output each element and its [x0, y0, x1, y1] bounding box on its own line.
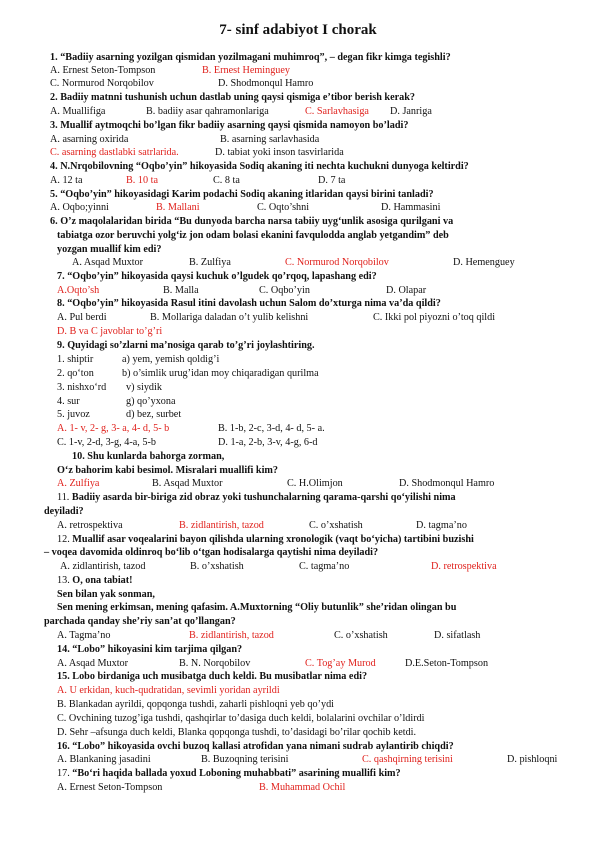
q9-word-3: 3. nishxo‘rd	[57, 382, 107, 393]
question-3: 3. Muallif aytmoqchi bo’lgan fikr badiiy asarning qaysi qismida namoyon bo’ladi?	[50, 120, 409, 131]
q4-option-c: C. 8 ta	[213, 175, 240, 186]
q1-option-a: A. Ernest Seton-Tompson	[50, 65, 156, 76]
q10-option-b: B. Asqad Muxtor	[152, 478, 223, 489]
question-13-line-4: parchada qanday she’riy san’at qo’llangan?	[44, 616, 236, 627]
q10-option-d: D. Shodmonqul Hamro	[399, 478, 495, 489]
q16-option-a: A. Blankaning jasadini	[57, 754, 151, 765]
q8-option-d: D. B va C javoblar to’g’ri	[57, 326, 163, 337]
q13-option-b: B. zidlantirish, tazod	[189, 630, 274, 641]
q1-option-b: B. Ernest Heminguey	[202, 65, 290, 76]
q13-option-d: D. sifatlash	[434, 630, 481, 641]
q17-option-a: A. Ernest Seton-Tompson	[57, 782, 163, 793]
q10-option-c: C. H.Olimjon	[287, 478, 343, 489]
q5-option-a: A. Oqbo;yinni	[50, 202, 109, 213]
q7-option-b: B. Malla	[163, 285, 199, 296]
q6-option-b: B. Zulfiya	[189, 257, 231, 268]
q9-word-5: 5. juvoz	[57, 409, 90, 420]
q9-meaning-3: v) siydik	[126, 382, 162, 393]
question-6-line-3: yozgan muallif kim edi?	[57, 244, 162, 255]
q14-option-c: C. Tog’ay Murod	[305, 658, 376, 669]
question-17: 17. “Bo‘ri haqida ballada yoxud Loboning muhabbati” asarining muallifi kim?	[57, 768, 401, 779]
question-13-line-3: Sen mening erkimsan, mening qafasim. A.Muxtorning “Oliy butunlik” she’ridan olingan bu	[57, 602, 457, 613]
q2-option-d: D. Janriga	[390, 106, 432, 117]
q10-option-a: A. Zulfiya	[57, 478, 100, 489]
question-12-line-1: 12. Muallif asar voqealarini bayon qilishda ularning xronologik (vaqt bo‘yicha) tartibini buzishi	[57, 534, 474, 545]
q16-option-c: C. qashqirning terisini	[362, 754, 453, 765]
q9-word-2: 2. qo‘ton	[57, 368, 94, 379]
q2-option-c: C. Sarlavhasiga	[305, 106, 369, 117]
q9-meaning-5: d) bez, surbet	[126, 409, 182, 420]
q9-word-1: 1. shiptir	[57, 354, 94, 365]
q3-option-a: A. asarning oxirida	[50, 134, 129, 145]
question-10-line-2: O‘z bahorim kabi besimol. Misralari muallifi kim?	[57, 465, 279, 476]
q9-meaning-4: g) qo’yxona	[126, 396, 176, 407]
question-6-line-1: 6. O’z maqolalaridan birida “Bu dunyoda barcha narsa tabiiy uyg‘unlik asosiga qurilgani va	[50, 216, 454, 227]
q12-option-c: C. tagma’no	[299, 561, 350, 572]
q1-option-d: D. Shodmonqul Hamro	[218, 78, 314, 89]
q11-option-b: B. zidlantirish, tazod	[179, 520, 264, 531]
question-13-line-2: Sen bilan yak sonman,	[57, 589, 155, 600]
question-5: 5. “Oqbo’yin” hikoyasidagi Karim podachi Sodiq akaning itlaridan qaysi birini tanladi?	[50, 189, 434, 200]
q4-option-d: D. 7 ta	[318, 175, 346, 186]
q1-option-c: C. Normurod Norqobilov	[50, 78, 154, 89]
q9-option-a: A. 1- v, 2- g, 3- a, 4- d, 5- b	[57, 423, 170, 434]
question-15: 15. Lobo birdaniga uch musibatga duch keldi. Bu musibatlar nima edi?	[57, 671, 368, 682]
q5-option-c: C. Oqto’shni	[257, 202, 310, 213]
question-11-line-2: deyiladi?	[44, 506, 84, 517]
question-1: 1. “Badiiy asarning yozilgan qismidan yozilmagani muhimroq”, – degan fikr kimga tegishli?	[50, 52, 451, 63]
question-8: 8. “Oqbo’yin” hikoyasida Rasul itini davolash uchun Salom do’xturga nima va’da qildi?	[57, 298, 441, 309]
q8-option-a: A. Pul berdi	[57, 312, 107, 323]
q6-option-d: D. Hemenguey	[453, 257, 515, 268]
question-13-line-1: 13. O, ona tabiat!	[57, 575, 133, 586]
question-11-line-1: 11. Badiiy asarda bir-biriga zid obraz yoki tushunchalarning qarama-qarshi qo‘yilishi nima	[57, 492, 456, 503]
q13-option-c: C. o’xshatish	[334, 630, 388, 641]
q14-option-b: B. N. Norqobilov	[179, 658, 251, 669]
q9-option-c: C. 1-v, 2-d, 3-g, 4-a, 5-b	[57, 437, 156, 448]
q15-option-d: D. Sehr –afsunga duch keldi, Blanka qopqonga tushdi, to’dasidagi bo’rilar qochib ketdi.	[57, 727, 417, 738]
q6-option-a: A. Asqad Muxtor	[72, 257, 144, 268]
q5-option-b: B. Mallani	[156, 202, 200, 213]
q8-option-b: B. Mollariga daladan o’t yulib kelishni	[150, 312, 309, 323]
q2-option-a: A. Muallifiga	[50, 106, 106, 117]
q15-option-a: A. U erkidan, kuch-qudratidan, sevimli yoridan ayrildi	[57, 685, 280, 696]
question-9: 9. Quyidagi so’zlarni ma’nosiga qarab to’g’ri joylashtiring.	[57, 340, 315, 351]
question-7: 7. “Oqbo’yin” hikoyasida qaysi kuchuk o’lgudek qo’rqoq, lapashang edi?	[57, 271, 377, 282]
question-14: 14. “Lobo” hikoyasini kim tarjima qilgan?	[57, 644, 243, 655]
q15-option-b: B. Blankadan ayrildi, qopqonga tushdi, zaharli pishloqni yeb qo’ydi	[57, 699, 334, 710]
q9-word-4: 4. sur	[57, 396, 80, 407]
q7-option-a: A.Oqto’sh	[57, 285, 100, 296]
q9-option-b: B. 1-b, 2-c, 3-d, 4- d, 5- a.	[218, 423, 325, 434]
q3-option-d: D. tabiat yoki inson tasvirlarida	[215, 147, 344, 158]
q12-option-a: A. zidlantirish, tazod	[60, 561, 146, 572]
q8-option-c: C. Ikki pol piyozni o’toq qildi	[373, 312, 496, 323]
q9-option-d: D. 1-a, 2-b, 3-v, 4-g, 6-d	[218, 437, 318, 448]
q5-option-d: D. Hammasini	[381, 202, 441, 213]
q13-option-a: A. Tagma’no	[57, 630, 111, 641]
q2-option-b: B. badiiy asar qahramonlariga	[146, 106, 269, 117]
q14-option-d: D.E.Seton-Tompson	[405, 658, 489, 669]
q12-option-b: B. o’xshatish	[190, 561, 244, 572]
q9-meaning-2: b) o’simlik urug’idan moy chiqaradigan qurilma	[122, 368, 319, 379]
q3-option-c: C. asarning dastlabki satrlarida.	[50, 147, 179, 158]
q3-option-b: B. asarning sarlavhasida	[220, 134, 320, 145]
question-16: 16. “Lobo” hikoyasida ovchi buzoq kallasi atrofidan yana nimani sudrab aylantirib chiqdi?	[57, 741, 454, 752]
q7-option-c: C. Oqbo’yin	[259, 285, 310, 296]
q12-option-d: D. retrospektiva	[431, 561, 497, 572]
q7-option-d: D. Olapar	[386, 285, 427, 296]
question-4: 4. N.Nrqobilovning “Oqbo’yin” hikoyasida Sodiq akaning iti nechta kuchukni dunyoga keltirdi?	[50, 161, 469, 172]
q6-option-c: C. Normurod Norqobilov	[285, 257, 389, 268]
q11-option-d: D. tagma’no	[416, 520, 467, 531]
q17-option-b: B. Muhammad Ochil	[259, 782, 346, 793]
page-title: 7- sinf adabiyot I chorak	[219, 22, 377, 38]
question-2: 2. Badiiy matnni tushunish uchun dastlab uning qaysi qismiga e’tibor berish kerak?	[50, 92, 415, 103]
q11-option-c: C. o’xshatish	[309, 520, 363, 531]
q16-option-d: D. pishloqni	[507, 754, 558, 765]
q9-meaning-1: a) yem, yemish qoldig’i	[122, 354, 220, 365]
question-10-line-1: 10. Shu kunlarda bahorga zorman,	[72, 451, 225, 462]
question-6-line-2: tabiatga ozor beruvchi yolg‘iz jon odam bolasi ekanini favqulodda anglab yetgandim” deb	[57, 230, 449, 241]
question-12-line-2: – voqea davomida oldinroq bo‘lib o‘tgan hodisalarga qaytishi nima deyiladi?	[44, 547, 379, 558]
q11-option-a: A. retrospektiva	[57, 520, 123, 531]
q4-option-b: B. 10 ta	[126, 175, 158, 186]
q15-option-c: C. Ovchining tuzog’iga tushdi, qashqirlar to’dasiga duch keldi, bolalarini ovchilar o’ldirdi	[57, 713, 425, 724]
q4-option-a: A. 12 ta	[50, 175, 83, 186]
q14-option-a: A. Asqad Muxtor	[57, 658, 129, 669]
q16-option-b: B. Buzoqning terisini	[201, 754, 289, 765]
